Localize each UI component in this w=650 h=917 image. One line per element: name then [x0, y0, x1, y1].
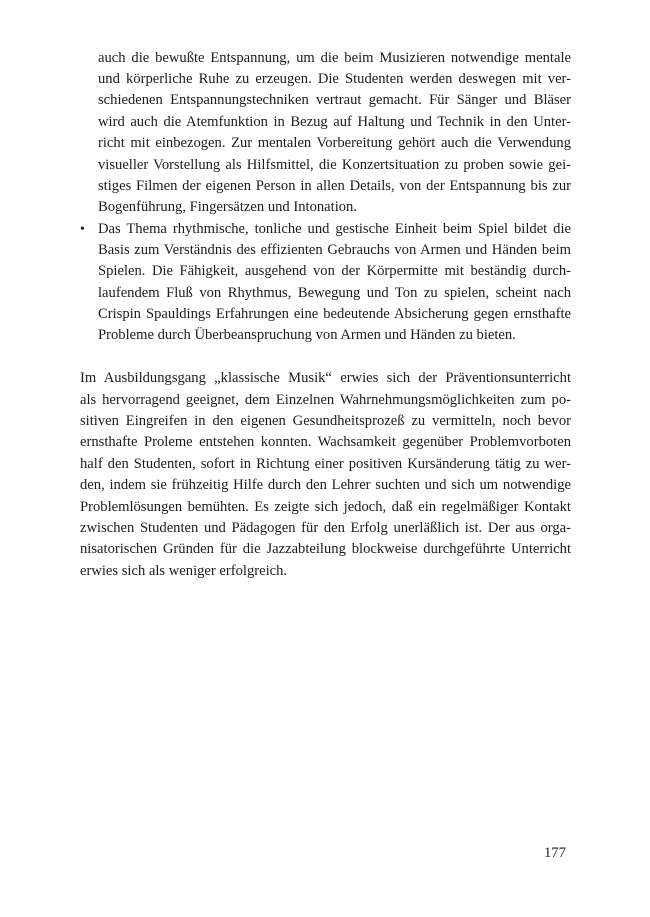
text-line: half den Studenten, sofort in Richtung einer positiven Kursänderung tätig zu wer-	[80, 456, 571, 472]
text-line: und körperliche Ruhe zu erzeugen. Die Studenten werden deswegen mit ver-	[98, 71, 571, 87]
text-line: auch die bewußte Entspannung, um die beim Musizieren notwendige mentale	[98, 50, 571, 66]
text-line: Das Thema rhythmische, tonliche und gestische Einheit beim Spiel bildet die	[98, 221, 571, 237]
text-line: Basis zum Verständnis des effizienten Gebrauchs von Armen und Händen beim	[98, 242, 571, 258]
text-line: Bogenführung, Fingersätzen und Intonation.	[98, 199, 357, 215]
text-line: nisatorischen Gründen für die Jazzabteilung blockweise durchgeführte Unterricht	[80, 541, 571, 557]
text-line: erwies sich als weniger erfolgreich.	[80, 563, 288, 579]
text-line: Spielen. Die Fähigkeit, ausgehend von der Körpermitte mit beständig durch-	[98, 263, 571, 279]
text-line: sitiven Eingreifen in den eigenen Gesundheitsprozeß zu vermitteln, noch bevor	[80, 413, 571, 429]
text-line: Probleme durch Überbeanspruchung von Armen und Händen zu bieten.	[98, 327, 516, 343]
text-line: stiges Filmen der eigenen Person in allen Details, von der Entspannung bis zur	[98, 178, 571, 194]
text-line: als hervorragend geeignet, dem Einzelnen Wahrnehmungsmöglichkeiten zum po-	[80, 392, 571, 408]
text-line: Problemlösungen bemühten. Es zeigte sich jedoch, daß ein regelmäßiger Kontakt	[80, 499, 571, 515]
text-line: Crispin Spauldings Erfahrungen eine bedeutende Absicherung gegen ernsthafte	[98, 306, 571, 322]
text-line: schiedenen Entspannungstechniken vertraut gemacht. Für Sänger und Bläser	[98, 92, 571, 108]
text-line: den, indem sie frühzeitig Hilfe durch den Lehrer suchten und sich um notwendige	[80, 477, 571, 493]
text-line: richt mit einbezogen. Zur mentalen Vorbereitung gehört auch die Verwendung	[98, 135, 571, 151]
text-line: laufendem Fluß von Rhythmus, Bewegung und Ton zu spielen, scheint nach	[98, 285, 571, 301]
text-line: zwischen Studenten und Pädagogen für den Erfolg unerläßlich ist. Der aus orga-	[80, 520, 571, 536]
text-line: ernsthafte Proleme entstehen konnten. Wachsamkeit gegenüber Problemvorboten	[80, 434, 571, 450]
bullet-icon: •	[80, 222, 85, 237]
page-number: 177	[544, 845, 566, 861]
text-line: wird auch die Atemfunktion in Bezug auf Haltung und Technik in den Unter-	[98, 114, 571, 130]
text-line: visueller Vorstellung als Hilfsmittel, die Konzertsituation zu proben sowie gei-	[98, 157, 571, 173]
text-line: Im Ausbildungsgang „klassische Musik“ erwies sich der Präventionsunterricht	[80, 370, 571, 386]
